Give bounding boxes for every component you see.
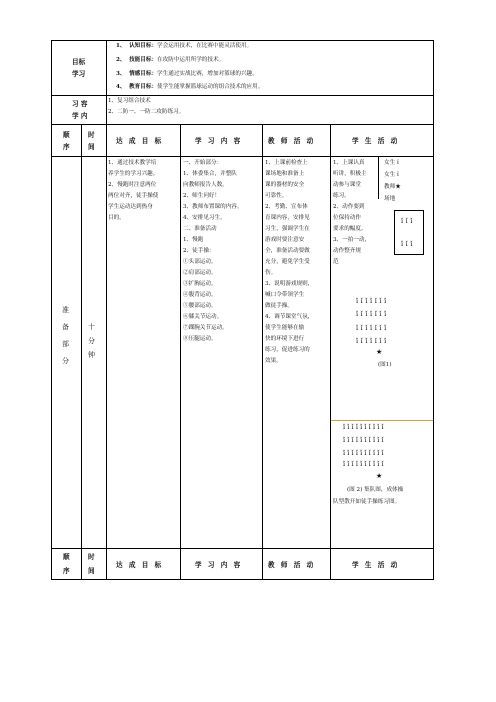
section-name-char: 准 (62, 306, 69, 314)
student-line: 1、上课认真 (333, 160, 365, 166)
learning-line: 4、安排见习生。 (183, 215, 226, 221)
student-line: 位保持动作 (333, 215, 361, 221)
teacher-line: 快的环境下进行 (265, 336, 305, 342)
learning-line: ⑤腰部运动。 (183, 303, 217, 309)
learning-line: 3、教师布置课的内容。 (183, 204, 243, 210)
goals-line: 2、慢跑时注意两位 (108, 182, 157, 188)
teacher-line: 4、调节课堂气氛， (265, 314, 314, 320)
learning-line: ⑥膝关节运动。 (183, 314, 223, 320)
header-time-2: 间 (88, 567, 97, 575)
teacher-line: 喊口令带领学生 (265, 292, 305, 298)
figure-1-row-icon: ǐǐǐǐǐǐǐ (356, 310, 389, 318)
teacher-line: 3、说明游戏规则， (265, 281, 314, 287)
header-learning: 学 习 内 容 (195, 137, 243, 145)
learning-line: ①头部运动。 (183, 259, 217, 265)
learning-line: 1、慢跑 (183, 237, 204, 243)
student-line: 2、动作要到 (333, 204, 365, 210)
header-time-1: 时 (88, 553, 97, 561)
teacher-line: 伤。 (265, 270, 277, 276)
teacher-line: 课的器材的安全 (265, 182, 305, 188)
figure-2-row-icon: ǐǐǐǐǐǐǐǐǐǐ (343, 460, 386, 468)
section-name-char: 分 (62, 357, 69, 365)
learning-line: ⑦踝腕关节运动。 (183, 325, 228, 331)
field-row-icon: ǐǐǐ (401, 240, 416, 248)
header-teacher: 教 师 活 动 (268, 137, 316, 145)
teacher-line: 充分，避免学生受 (265, 259, 310, 265)
header-goals: 达 成 目 标 (116, 137, 164, 145)
teacher-line: 可靠性。 (265, 193, 288, 199)
person-icon: ǐ (396, 172, 399, 178)
teacher-line: 游戏时要注意安 (265, 237, 305, 243)
section-name-char: 部 (62, 340, 69, 348)
header-learning: 学 习 内 容 (195, 561, 243, 569)
objectives-label-line1: 目标 (72, 58, 86, 66)
goals-line: 1、通过技术教学培 (108, 160, 157, 166)
learning-line: 二、准备活动 (183, 226, 217, 232)
section-time-char: 分 (88, 337, 95, 345)
header-order-2: 序 (63, 567, 72, 575)
student-line: 3、一拍一动， (333, 237, 371, 243)
teacher-line: 习生，强调学生在 (265, 226, 310, 232)
goals-line: 养学生的学习兴趣。 (108, 171, 159, 177)
content-label-line2: 学 内 (72, 112, 88, 120)
header-goals: 达 成 目 标 (116, 561, 164, 569)
learning-line: ③扩胸运动。 (183, 281, 217, 287)
student-line: 练习。 (333, 193, 350, 199)
learning-line: 向教师报告人数。 (183, 182, 228, 188)
section-time-char: 钟 (88, 351, 95, 359)
figure-2-row-icon: ǐǐǐǐǐǐǐǐǐǐ (343, 449, 386, 457)
figure-2-caption-line2: 队型散开如徒手操练习图。 (333, 499, 401, 505)
legend-field: 场地 (384, 196, 396, 202)
content-item: 1、复习组合技术 (108, 98, 151, 104)
legend-boy: 女生 ǐ (384, 160, 399, 166)
objective-item: 3、 情感目标：学生通过实战比赛，增加对篮球的兴趣。 (116, 71, 258, 77)
teacher-line: 课场地和准备上 (265, 171, 305, 177)
header-time-2: 间 (88, 143, 97, 151)
teacher-star-icon: ★ (376, 472, 383, 480)
objective-item: 1、 认知目标：学会运用技术，在比赛中能灵活使用。 (116, 43, 253, 49)
figure-1-caption: (图1) (378, 362, 392, 368)
teacher-line: 1、上课前检查上 (265, 160, 308, 166)
figure-1-row-icon: ǐǐǐǐǐǐǐ (356, 324, 389, 332)
teacher-line: 效果。 (265, 358, 282, 364)
learning-line: 一、开始部分： (183, 160, 223, 166)
objective-item: 2、 技能目标：在攻防中运用所学的技术。 (116, 57, 225, 63)
objective-item: 4、 教育目标：使学生能掌握篮球运动的组合技术的应用。 (116, 84, 264, 90)
goals-line: 目的。 (108, 215, 125, 221)
teacher-line: 练习，促进练习的 (265, 347, 310, 353)
student-line: 范 (333, 259, 339, 265)
teacher-line: 使学生能够在愉 (265, 325, 305, 331)
section-name-char: 备 (62, 323, 69, 331)
student-line: 听讲，积极主 (333, 171, 367, 177)
goals-line: 两位对齐，徒手操使 (108, 193, 159, 199)
figure-1-row-icon: ǐǐǐǐǐǐǐ (356, 337, 389, 345)
learning-line: 2、徒手操： (183, 248, 215, 254)
legend-teacher: 教师★ (384, 184, 401, 190)
teacher-line: 育课内容，安排见 (265, 215, 310, 221)
header-teacher: 教 师 活 动 (268, 561, 316, 569)
student-line: 要求的幅度。 (333, 226, 367, 232)
content-label-line1: 习 容 (72, 100, 88, 108)
learning-line: ④腹背运动。 (183, 292, 217, 298)
goals-line: 学生运动达到热身 (108, 204, 153, 210)
teacher-line: 全，准备活动要做 (265, 248, 310, 254)
student-line: 动参与课堂 (333, 182, 361, 188)
figure-2-row-icon: ǐǐǐǐǐǐǐǐǐǐ (343, 436, 386, 444)
teacher-star-icon: ★ (376, 348, 383, 356)
learning-line: 2、师生问好！ (183, 193, 221, 199)
objectives-label-line2: 学习 (72, 70, 86, 78)
learning-line: 1、体委集合，并整队 (183, 171, 237, 177)
header-time-1: 时 (88, 131, 97, 139)
header-student: 学 生 活 动 (352, 137, 400, 145)
student-line: 动作整齐规 (333, 248, 361, 254)
field-row-icon: ǐǐǐ (401, 217, 416, 225)
legend-girl: 女生 ǐ (384, 172, 399, 178)
content-item: 2、二防一、一防二攻防练习。 (108, 109, 185, 115)
header-order-1: 顺 (63, 131, 72, 139)
teacher-line: 2、考勤、宣布体 (265, 204, 308, 210)
learning-line: ②肩部运动。 (183, 270, 217, 276)
teacher-line: 做徒手操。 (265, 303, 293, 309)
learning-line: ⑧压腿运动。 (183, 336, 217, 342)
section-time-char: 十 (88, 323, 95, 331)
figure-2-row-icon: ǐǐǐǐǐǐǐǐǐǐ (343, 423, 386, 431)
header-order-1: 顺 (63, 553, 72, 561)
figure-1-row-icon: ǐǐǐǐǐǐǐ (356, 297, 389, 305)
person-icon: ǐ (396, 160, 399, 166)
figure-2-caption-line1: (图 2) 集队图，成体操 (347, 487, 404, 493)
header-student: 学 生 活 动 (352, 561, 400, 569)
header-order-2: 序 (63, 143, 72, 151)
